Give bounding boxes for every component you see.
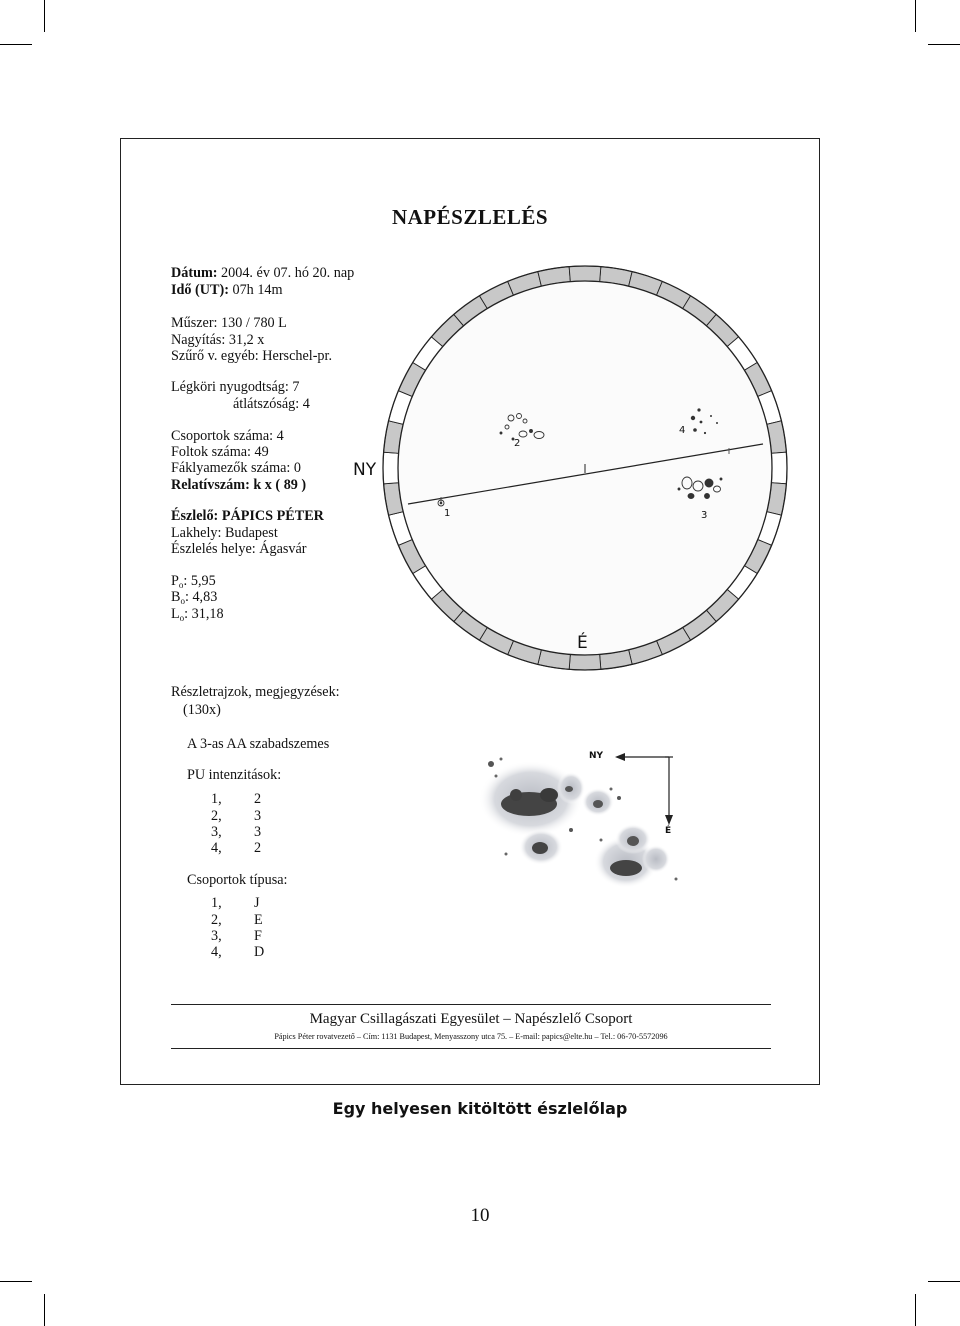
pu-row-2 [211, 808, 222, 825]
type-row-1-value: J [254, 895, 260, 911]
residence: Lakhely: Budapest [171, 525, 278, 541]
detail-orientation-arrows [601, 747, 681, 832]
type-row-4-num: 4, [211, 944, 222, 960]
detail-south-label: É [665, 826, 672, 836]
pu-row-1-value: 2 [254, 791, 262, 807]
faculae-count: Fáklyamezők száma: 0 [171, 460, 302, 476]
group-label-3: 3 [701, 510, 708, 521]
transparency: átlátszóság: 4 [233, 396, 310, 412]
pu-row-3-num: 3, [211, 824, 222, 840]
type-row-2-num: 2, [211, 912, 222, 928]
filter: Szűrő v. egyéb: Herschel-pr. [171, 348, 333, 364]
footer-contact: Pápics Péter rovatvezető – Cím: 1131 Budapest, Menyasszony utca 75. – E-mail: papics@elte.hu – Tel.: 06-70-5572096 [274, 1032, 668, 1041]
notes-naked-eye: A 3-as AA szabadszemes [187, 736, 330, 752]
observer-label: Észlelő: [171, 508, 219, 524]
observer-name: PÁPICS PÉTER [221, 508, 324, 524]
pu-row-2-value: 3 [254, 808, 262, 824]
west-label: NY [353, 460, 377, 480]
type-row-1 [211, 895, 222, 912]
ring-segment [569, 266, 601, 282]
seeing: Légköri nyugodtság: 7 [171, 379, 300, 395]
p0-label: P [171, 573, 179, 589]
magnification: Nagyítás: 31,2 x [171, 332, 265, 348]
pu-row-1-num: 1, [211, 791, 222, 807]
type-row-2 [211, 912, 222, 929]
pu-row-3-value: 3 [254, 824, 262, 840]
type-heading: Csoportok típusa: [187, 872, 288, 888]
observation-form [120, 138, 820, 1085]
b0-sub: o [180, 596, 185, 606]
type-row-2-value: E [254, 912, 263, 928]
pu-row-4-value: 2 [254, 840, 262, 856]
b0-value: : 4,83 [184, 589, 218, 605]
south-label: É [577, 633, 588, 653]
p0-value: : 5,95 [183, 573, 216, 589]
pu-row-1 [211, 791, 222, 808]
form-title: NAPÉSZLELÉS [391, 205, 549, 229]
pu-row-4-num: 4, [211, 840, 222, 856]
ring-segment [383, 452, 399, 484]
footer-organization: Magyar Csillagászati Egyesület – Napészlelő Csoport [309, 1011, 633, 1027]
date-label: Dátum: [171, 265, 218, 281]
footer-rule-top [171, 1004, 771, 1005]
type-row-3 [211, 928, 222, 945]
observation-site: Észlelés helye: Ágasvár [171, 541, 307, 557]
pu-row-2-num: 2, [211, 808, 222, 824]
type-row-3-num: 3, [211, 928, 222, 944]
notes-heading: Részletrajzok, megjegyzések: [171, 684, 340, 700]
type-row-4 [211, 944, 222, 961]
ring-segment [771, 452, 787, 484]
l0-sub: o [179, 613, 185, 623]
ring-segment [569, 654, 601, 670]
figure-caption: Egy helyesen kitöltött észlelőlap [332, 1099, 628, 1118]
time-label: Idő (UT): [171, 282, 229, 298]
l0-value: : 31,18 [184, 606, 224, 622]
group-label-1: 1 [444, 508, 451, 519]
l0-label: L [171, 606, 180, 622]
time-value: 07h 14m [232, 282, 283, 298]
group-label-4: 4 [679, 425, 686, 436]
notes-magnification: (130x) [183, 702, 221, 718]
p0-sub: o [178, 580, 184, 590]
pu-heading: PU intenzitások: [187, 767, 282, 783]
b0-label: B [171, 589, 181, 605]
solar-disk-drawing [121, 139, 821, 1086]
footer-rule-bottom [171, 1048, 771, 1049]
group-label-2: 2 [514, 438, 521, 449]
date-value: 2004. év 07. hó 20. nap [221, 265, 355, 281]
pu-row-3 [211, 824, 222, 841]
relative-number: Relatívszám: k x ( 89 ) [171, 477, 307, 493]
page-number: 10 [470, 1205, 490, 1226]
group-count: Csoportok száma: 4 [171, 428, 284, 444]
spot-count: Foltok száma: 49 [171, 444, 269, 460]
type-row-3-value: F [254, 928, 262, 944]
detail-west-label: NY [589, 751, 604, 761]
pu-row-4 [211, 840, 222, 857]
type-row-1-num: 1, [211, 895, 222, 911]
instrument: Műszer: 130 / 780 L [171, 315, 287, 331]
type-row-4-value: D [254, 944, 265, 960]
